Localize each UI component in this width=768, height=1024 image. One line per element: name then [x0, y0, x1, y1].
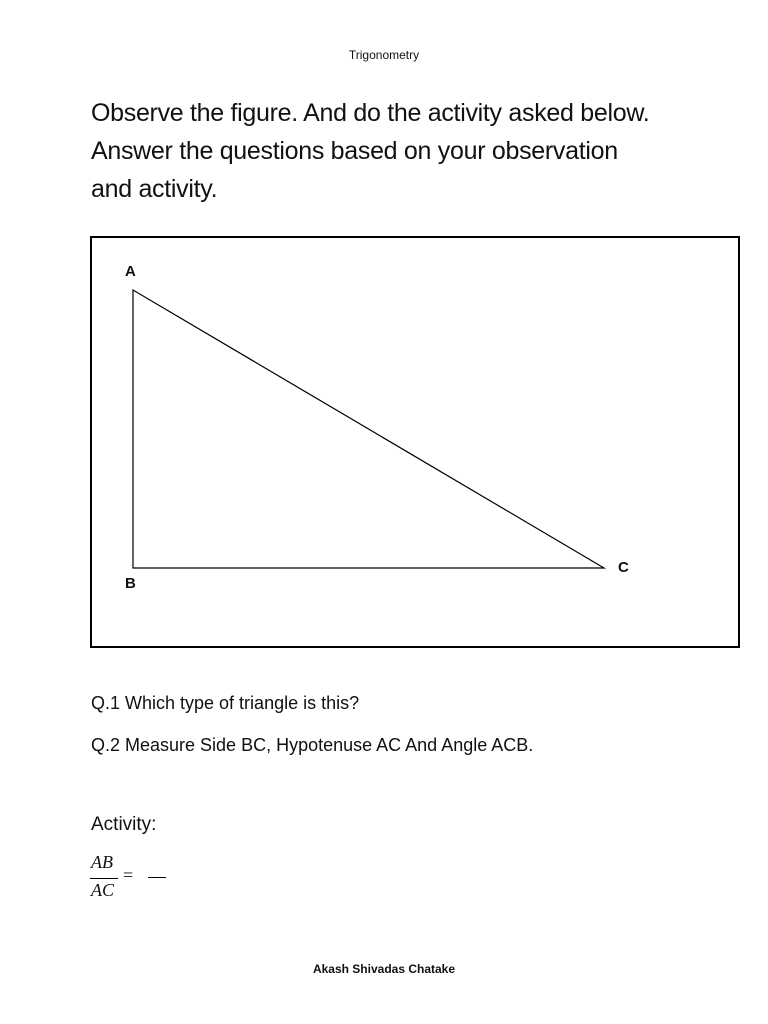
page-header-title: Trigonometry	[348, 48, 420, 62]
figure-frame	[90, 236, 740, 648]
footer-author: Akash Shivadas Chatake	[312, 962, 456, 976]
question-1: Q.1 Which type of triangle is this?	[91, 693, 360, 713]
vertex-label-b: B	[125, 575, 136, 592]
fraction-numerator: AB	[91, 852, 113, 872]
question-2: Q.2 Measure Side BC, Hypotenuse AC And Angle ACB.	[91, 735, 534, 755]
answer-blank	[148, 877, 166, 878]
vertex-label-a: A	[125, 263, 136, 280]
fraction-denominator: AC	[91, 880, 115, 900]
right-triangle-diagram	[92, 238, 738, 646]
activity-heading: Activity:	[91, 814, 157, 835]
equals-sign: =	[123, 865, 134, 885]
triangle-abc	[133, 290, 604, 568]
ratio-expression	[90, 852, 180, 904]
instructions-paragraph: Observe the figure. And do the activity asked below. Answer the questions based on your observation and activity.	[91, 99, 650, 203]
fraction-bar	[90, 878, 118, 879]
vertex-label-c: C	[618, 559, 629, 576]
